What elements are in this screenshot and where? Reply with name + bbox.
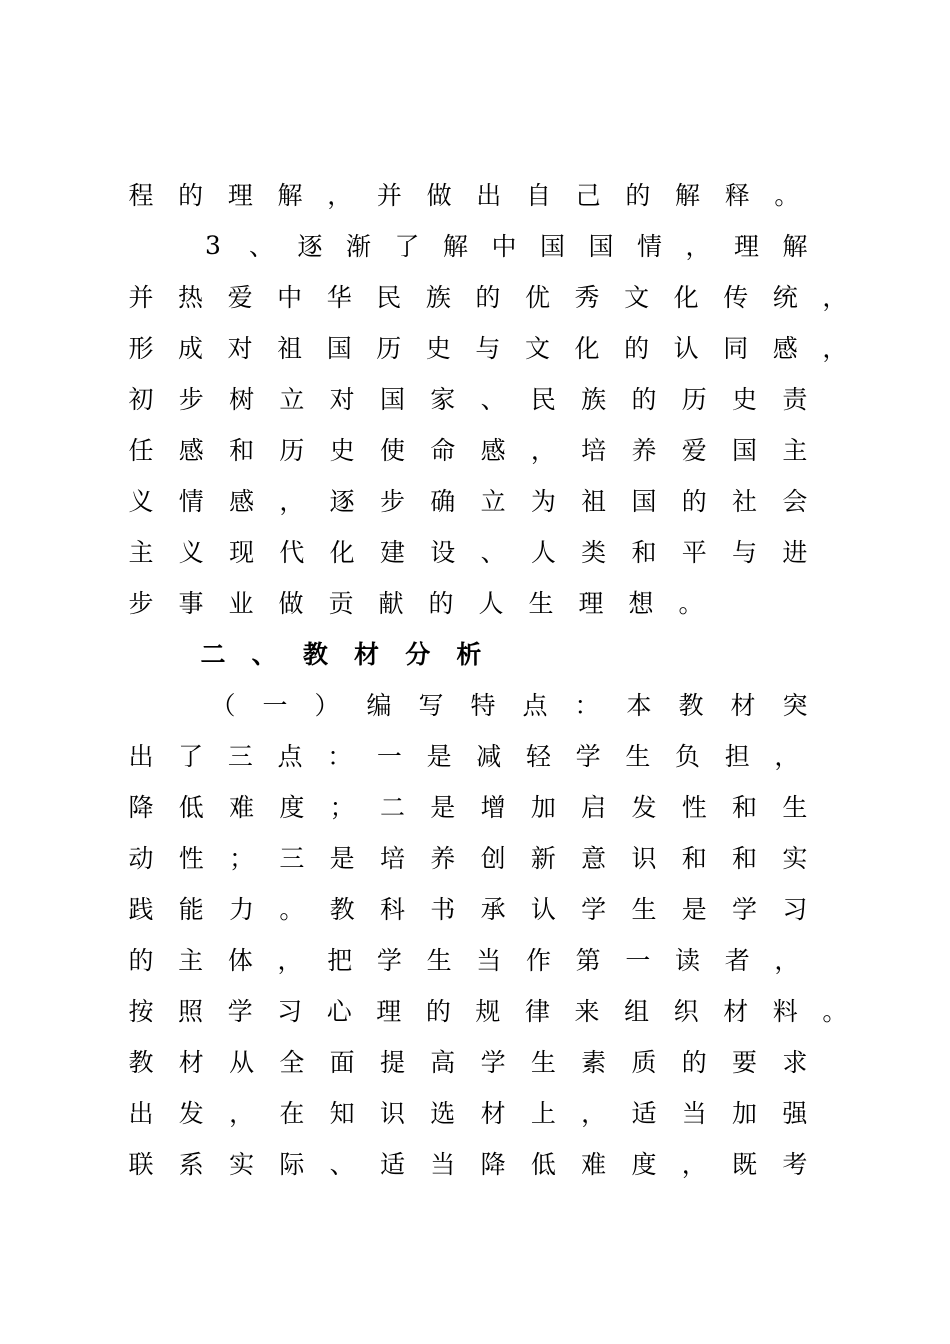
text-line: 程 的 理 解 ， 并 做 出 自 己 的 解 释 。	[128, 181, 800, 210]
text-line: 形 成 对 祖 国 历 史 与 文 化 的 认 同 感 ，	[128, 334, 848, 363]
text-line: 践 能 力 。 教 科 书 承 认 学 生 是 学 习	[128, 895, 808, 924]
text-line: 降 低 难 度 ； 二 是 增 加 启 发 性 和 生	[128, 793, 808, 822]
text-line: 任 感 和 历 史 使 命 感 ， 培 养 爱 国 主	[128, 436, 808, 465]
section-heading: 二 、 教 材 分 析	[200, 640, 482, 669]
text-line: 初 步 树 立 对 国 家 、 民 族 的 历 史 责	[128, 385, 808, 414]
text-line: 义 情 感 ， 逐 步 确 立 为 祖 国 的 社 会	[128, 487, 808, 516]
text-line: 主 义 现 代 化 建 设 、 人 类 和 平 与 进	[128, 538, 808, 567]
text-line: 动 性 ； 三 是 培 养 创 新 意 识 和 和 实	[128, 844, 808, 873]
text-line: 出 发 ， 在 知 识 选 材 上 ， 适 当 加 强	[128, 1099, 808, 1128]
text-line: 出 了 三 点 ： 一 是 减 轻 学 生 负 担 ，	[128, 742, 800, 771]
text-line: （ 一 ） 编 写 特 点 ： 本 教 材 突	[210, 691, 808, 720]
text-line: 联 系 实 际 、 适 当 降 低 难 度 ， 既 考	[128, 1150, 808, 1179]
text-line: 并 热 爱 中 华 民 族 的 优 秀 文 化 传 统 ，	[128, 283, 848, 312]
text-line: 的 主 体 ， 把 学 生 当 作 第 一 读 者 ，	[128, 946, 800, 975]
text-line: 步 事 业 做 贡 献 的 人 生 理 想 。	[128, 589, 704, 618]
text-line: 3 、 逐 渐 了 解 中 国 国 情 ， 理 解	[205, 230, 808, 261]
text-line: 教 材 从 全 面 提 高 学 生 素 质 的 要 求	[128, 1048, 808, 1077]
text-line: 按 照 学 习 心 理 的 规 律 来 组 织 材 料 。	[128, 997, 848, 1026]
